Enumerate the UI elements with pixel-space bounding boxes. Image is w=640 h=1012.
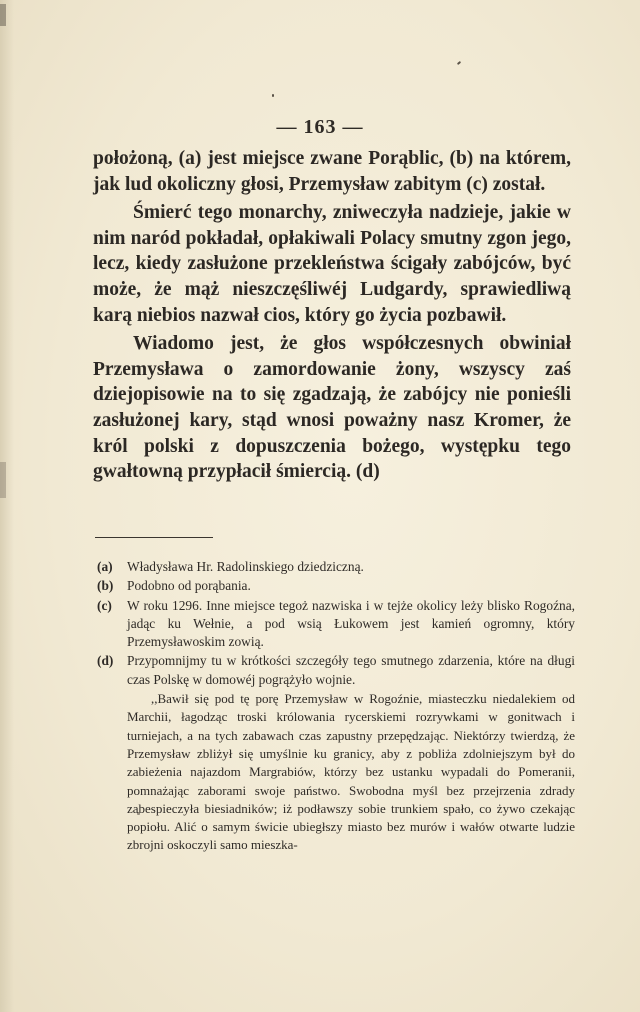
footnote-text: Podobno od porąbania. — [127, 578, 251, 594]
footnote — [97, 558, 575, 576]
paper-speck — [272, 94, 274, 97]
footnote-quote: ,,Bawił się pod tę porę Przemysław w Rogoźnie, miasteczku niedalekiem od Marchii, łagodząc troski królowania rycerskiemi rozrywkami w gonitwach i turniejach, a na tych zabawach czas zapustny przepędzając. Niektórzy twierdzą, że Przemysław zbliżył się umyślnie ku granicy, aby z pobliża zdolniejszym był do zabieżenia najazdom Margrabiów, którzy bez ustanku wypadali do Pomeranii, pomnażając zaborami swoje państwo. Swobodna myśl bez przejrzenia zdrady zabespieczyła biesiadników; iż podławszy sobie trunkiem spało, co żywo czekając popiołu. Alić o samym świcie ubiegłszy miasto bez murów i wałów otwarte ludzie zbrojni oskoczyli samo mieszka- — [127, 691, 575, 853]
paper-speck — [457, 61, 461, 65]
footnote-marker: (b) — [97, 578, 114, 594]
footnote-marker: (d) — [97, 653, 114, 669]
footnote-marker: (c) — [97, 597, 112, 613]
page-number: — 163 — — [276, 116, 364, 138]
body-paragraph: położoną, (a) jest miejsce zwane Porąblic, (b) na którem, jak lud okoliczny głosi, Przemysław zabitym (c) został. — [93, 148, 571, 195]
footnote-marker: (a) — [97, 559, 113, 574]
footnote-text: W roku 1296. Inne miejsce tegoż nazwiska i w tejże okolicy leży blisko Rogoźna, jadąc ku Wełnie, a pod wsią Łukowem jest kamień ogromny, który Przemysławoskim zowią. — [127, 597, 575, 650]
body-paragraph: Wiadomo jest, że głos współczesnych obwiniał Przemysława o zamordowanie żony, wszyscy zaś dziejopisowie na to się zgadzają, że zabójcy nie ponieśli zasłużonej kary, stąd wnosi poważny nasz Kromer, że król polski z dopuszczenia bożego, występku tego gwałtowną przypłacił śmiercią. (d) — [93, 333, 571, 483]
binding-mark — [0, 4, 6, 26]
footnote — [97, 597, 575, 652]
body-paragraph: Śmierć tego monarchy, zniweczyła nadzieje, jakie w nim naród pokładał, opłakiwali Polacy smutny zgon jego, lecz, kiedy zasłużone przekleństwa ścigały zabójców, być może, że mąż nieszczęśliwéj Ludgardy, sprawiedliwą karą niebios nazwał cios, który go życia pozbawił. — [93, 202, 571, 326]
footnote-separator — [95, 537, 213, 538]
binding-mark — [0, 462, 6, 498]
page-gutter-shadow — [0, 0, 14, 1012]
body-text — [93, 146, 571, 485]
footnote — [97, 652, 575, 689]
footnote-text: Władysława Hr. Radolinskiego dziedziczną. — [127, 559, 364, 574]
footnote-text: Przypomnijmy tu w krótkości szczegóły tego smutnego zdarzenia, które na długi czas Polskę w domowéj pogrążyło wojnie. — [127, 653, 575, 687]
footnotes — [97, 558, 575, 855]
footnote — [97, 577, 575, 595]
